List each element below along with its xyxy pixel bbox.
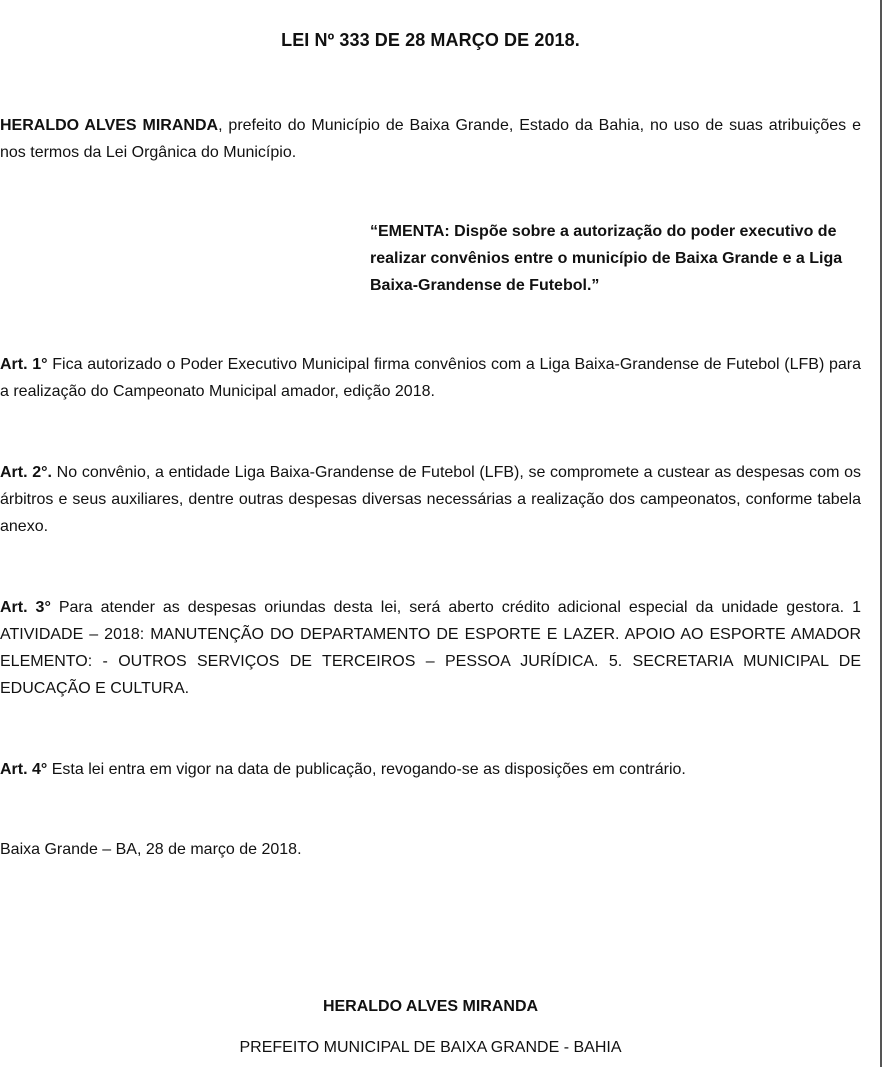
article-1-text: Fica autorizado o Poder Executivo Municipal firma convênios com a Liga Baixa-Grandense de Futebol (LFB) para a realização do Campeonato Municipal amador, edição 2018. xyxy=(0,356,862,400)
article-4 xyxy=(0,756,861,783)
article-3-text: Para atender as despesas oriundas desta lei, será aberto crédito adicional especial da unidade gestora. 1 ATIVIDADE – 2018: MANUTENÇÃO DO DEPARTAMENTO DE ESPORTE E LAZER. APOIO AO ESPORTE AMADOR ELEMENTO: - OUTROS SERVIÇOS DE TERCEIROS – PESSOA JURÍDICA. 5. SECRETARIA MUNICIPAL DE EDUCAÇÃO E CULTURA. xyxy=(0,599,862,697)
article-1-label: Art. 1° xyxy=(0,356,48,373)
mayor-name: HERALDO ALVES MIRANDA xyxy=(0,117,219,134)
article-3-label: Art. 3° xyxy=(0,599,51,616)
signature-title: PREFEITO MUNICIPAL DE BAIXA GRANDE - BAHIA xyxy=(239,1039,622,1056)
preamble-paragraph xyxy=(0,112,861,166)
article-2-label: Art. 2°. xyxy=(0,464,52,481)
law-title: LEI Nº 333 DE 28 MARÇO DE 2018. xyxy=(281,30,580,50)
preamble-text: , prefeito do Município de Baixa Grande, Estado da Bahia, no uso de suas atribuições e nos termos da Lei Orgânica do Município. xyxy=(0,117,861,161)
article-2 xyxy=(0,459,861,540)
article-4-label: Art. 4° xyxy=(0,761,48,778)
signature-name: HERALDO ALVES MIRANDA xyxy=(322,998,539,1015)
article-4-text: Esta lei entra em vigor na data de publicação, revogando-se as disposições em contrário. xyxy=(47,761,686,778)
ementa-block: “EMENTA: Dispõe sobre a autorização do poder executivo de realizar convênios entre o município de Baixa Grande e a Liga Baixa-Grandense de Futebol.” xyxy=(370,223,843,294)
article-2-text: No convênio, a entidade Liga Baixa-Grandense de Futebol (LFB), se compromete a custear as despesas com os árbitros e seus auxiliares, dentre outras despesas diversas necessárias a realização dos campeonatos, conforme tabela anexo. xyxy=(0,464,861,535)
place-date: Baixa Grande – BA, 28 de março de 2018. xyxy=(0,841,302,858)
article-3 xyxy=(0,594,861,702)
article-1 xyxy=(0,351,861,405)
